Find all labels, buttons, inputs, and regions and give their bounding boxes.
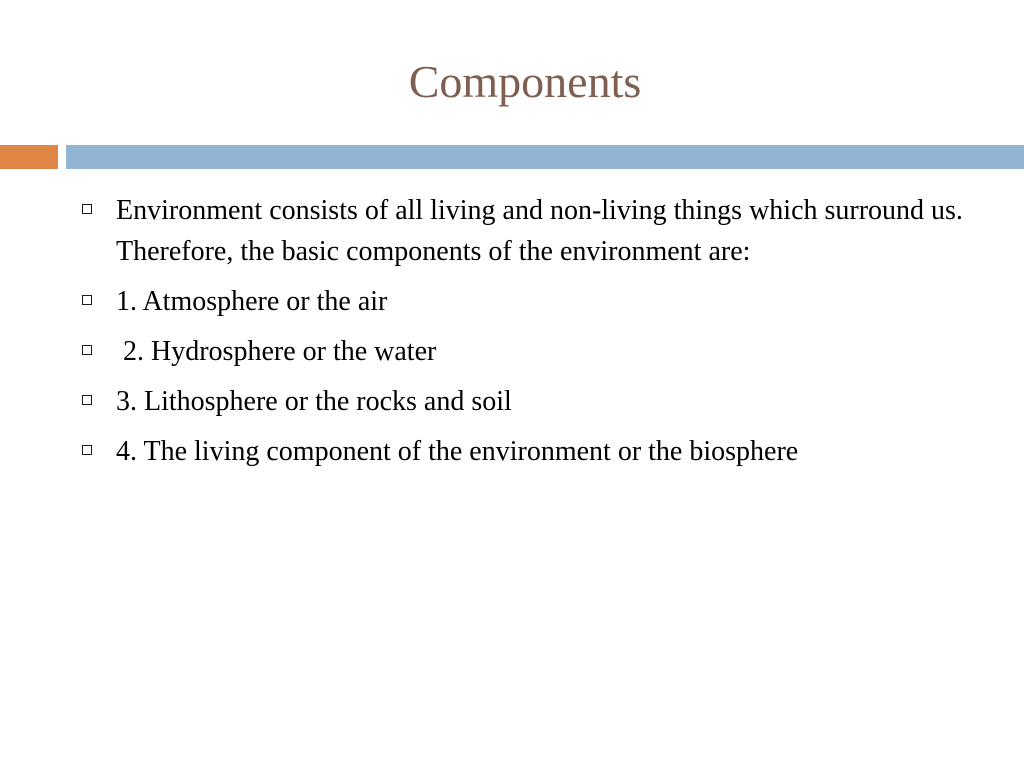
bullet-text: Environment consists of all living and non-living things which surround us. Therefore, the basic components of the environment are: xyxy=(116,195,970,267)
bullet-list xyxy=(80,190,990,481)
square-bullet-icon xyxy=(82,395,92,405)
square-bullet-icon xyxy=(82,204,92,214)
square-bullet-icon xyxy=(82,445,92,455)
bullet-item xyxy=(80,331,990,372)
bullet-item xyxy=(80,190,990,272)
accent-bar-blue xyxy=(66,145,1024,169)
bullet-item xyxy=(80,431,990,472)
bullet-item xyxy=(80,281,990,322)
bullet-text: 3. Lithosphere or the rocks and soil xyxy=(116,386,512,417)
bullet-text: 2. Hydrosphere or the water xyxy=(116,336,437,367)
bullet-item xyxy=(80,381,990,422)
slide-title: Components xyxy=(408,56,642,107)
bullet-text: 4. The living component of the environment or the biosphere xyxy=(116,436,799,467)
accent-bar-orange xyxy=(0,145,58,169)
square-bullet-icon xyxy=(82,345,92,355)
bullet-text: 1. Atmosphere or the air xyxy=(116,286,388,317)
square-bullet-icon xyxy=(82,295,92,305)
